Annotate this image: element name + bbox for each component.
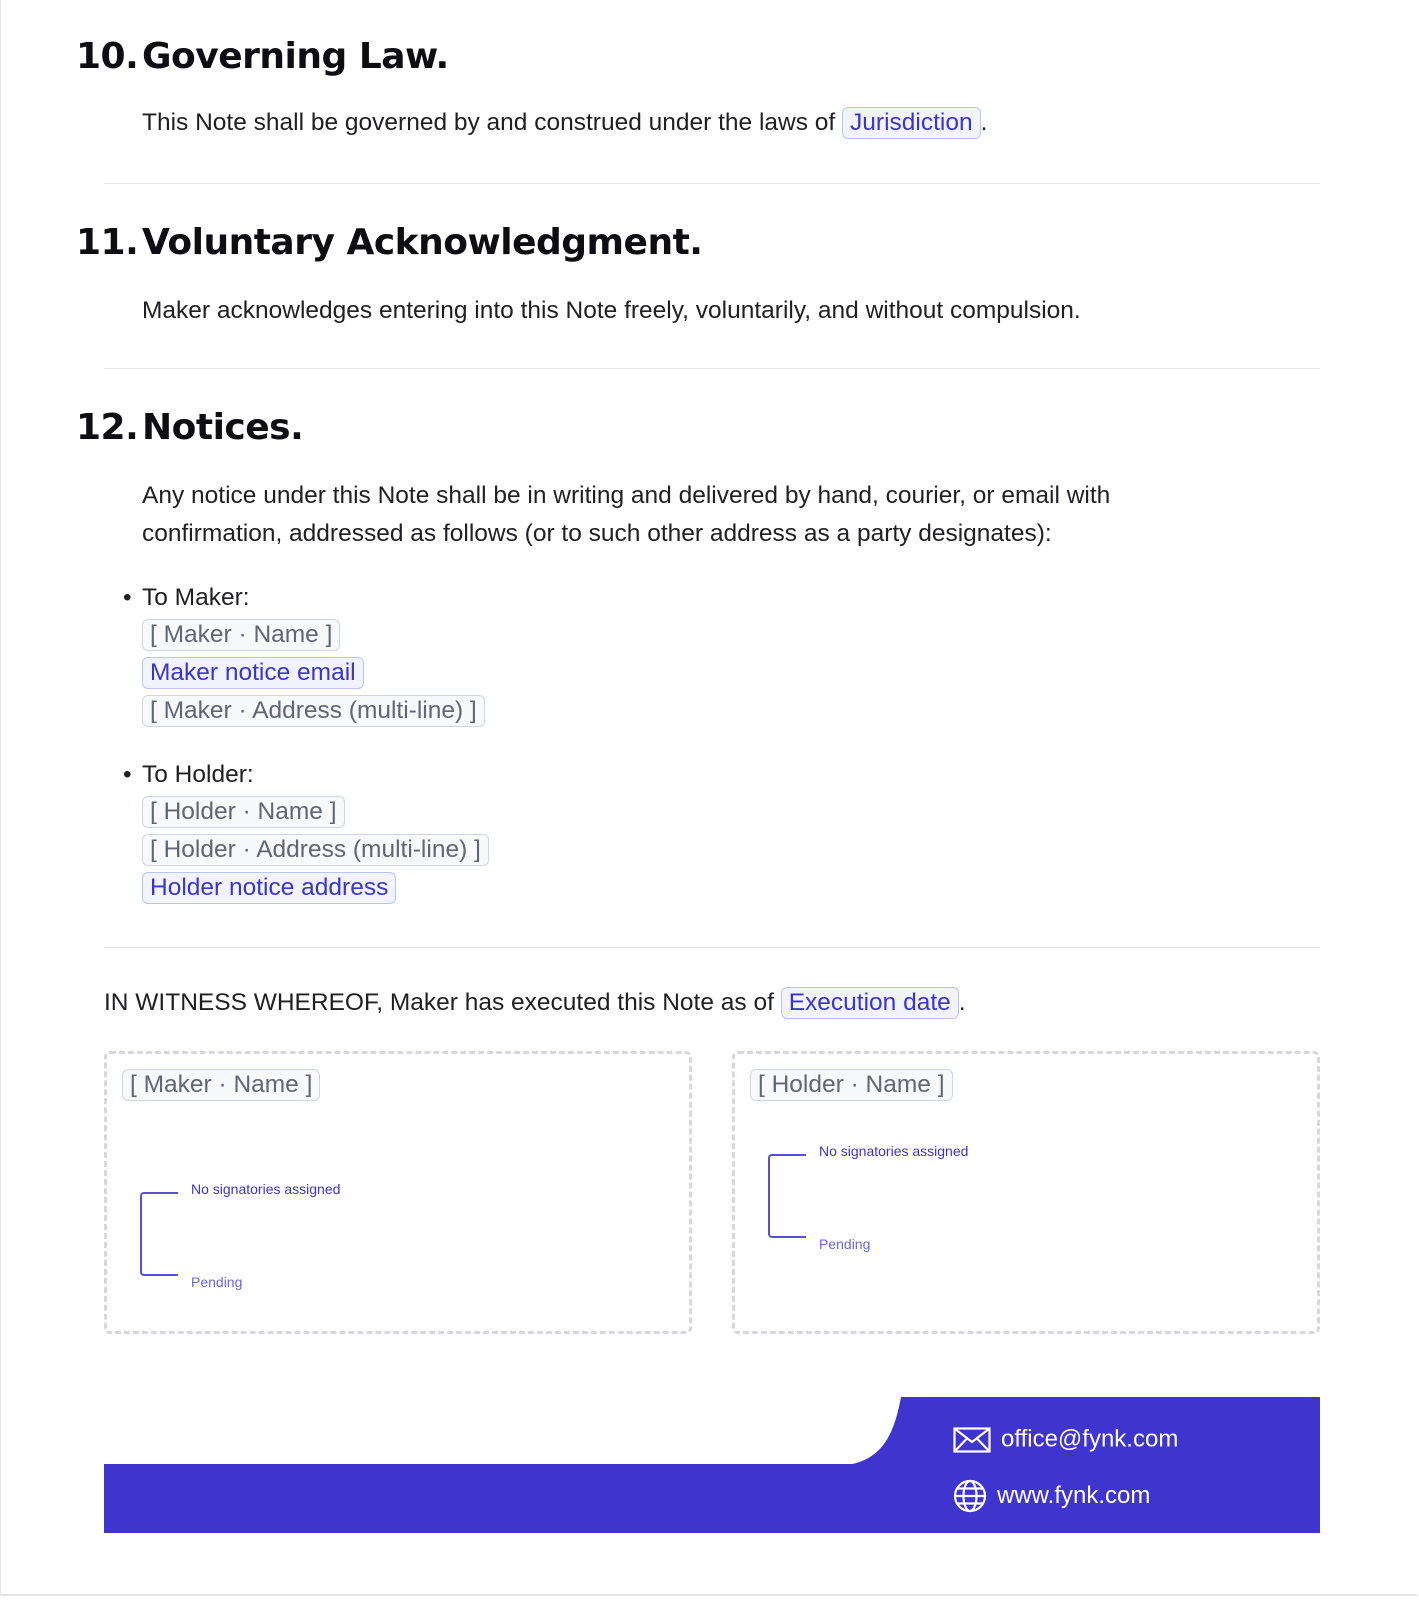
section-heading-voluntary-acknowledgment	[76, 222, 702, 263]
bullet-icon: •	[123, 761, 132, 788]
holder-address-reference[interactable]: [ Holder · Address (multi-line) ]	[142, 834, 489, 866]
holder-name-reference[interactable]: [ Holder · Name ]	[142, 796, 345, 828]
footer-email[interactable]	[953, 1425, 1178, 1454]
holder-notice-address-field[interactable]: Holder notice address	[142, 872, 396, 904]
maker-notice-email-field[interactable]: Maker notice email	[142, 657, 364, 689]
maker-name-reference[interactable]: [ Maker · Name ]	[142, 619, 340, 651]
section-number: 10.	[76, 36, 139, 77]
list-item-to-holder	[123, 758, 254, 792]
footer-website-text: www.fynk.com	[997, 1482, 1151, 1509]
footer-email-text: office@fynk.com	[1001, 1425, 1179, 1453]
signature-party-name: [ Maker · Name ]	[122, 1069, 320, 1101]
list-item-to-maker	[123, 581, 250, 615]
envelope-icon	[953, 1427, 991, 1453]
signatory-label: No signatories assigned	[191, 1181, 341, 1197]
maker-notice-details	[142, 619, 485, 733]
section-number: 12.	[76, 407, 139, 448]
execution-date-field[interactable]: Execution date	[781, 987, 959, 1019]
acknowledgment-paragraph: Maker acknowledges entering into this Note freely, voluntarily, and without compulsion.	[142, 297, 1081, 324]
section-divider	[104, 368, 1320, 369]
section-number: 11.	[76, 222, 139, 263]
section-divider	[104, 947, 1320, 948]
signature-status: Pending	[819, 1236, 871, 1252]
footer-website[interactable]	[953, 1479, 1150, 1513]
paragraph-text: This Note shall be governed by and construed under the laws of	[142, 109, 843, 136]
notices-paragraph-line-2: confirmation, addressed as follows (or to such other address as a party designates):	[142, 520, 1052, 547]
section-heading-governing-law	[76, 36, 449, 77]
maker-address-reference[interactable]: [ Maker · Address (multi-line) ]	[142, 695, 485, 727]
signature-bracket-icon	[140, 1192, 178, 1276]
section-divider	[104, 183, 1320, 184]
globe-icon	[953, 1479, 987, 1513]
signature-bracket-icon	[768, 1154, 806, 1238]
signatory-label: No signatories assigned	[819, 1143, 969, 1159]
list-item-label: To Holder:	[142, 761, 254, 788]
section-title: Notices.	[142, 407, 304, 448]
maker-signature-box[interactable]	[104, 1051, 692, 1334]
paragraph-text: .	[980, 109, 988, 136]
governing-law-paragraph	[142, 104, 987, 142]
signature-status: Pending	[191, 1274, 243, 1290]
jurisdiction-field[interactable]: Jurisdiction	[842, 107, 981, 139]
paragraph-text: .	[958, 989, 966, 1016]
signature-party-name: [ Holder · Name ]	[750, 1069, 953, 1101]
witness-paragraph	[104, 984, 966, 1022]
holder-signature-box[interactable]	[732, 1051, 1320, 1334]
section-heading-notices	[76, 407, 303, 448]
list-item-label: To Maker:	[142, 584, 250, 611]
paragraph-text: IN WITNESS WHEREOF, Maker has executed this Note as of	[104, 989, 781, 1016]
section-title: Voluntary Acknowledgment.	[142, 222, 703, 263]
holder-notice-details	[142, 796, 489, 910]
section-title: Governing Law.	[142, 36, 449, 77]
notices-paragraph-line-1: Any notice under this Note shall be in writing and delivered by hand, courier, or email with	[142, 482, 1111, 509]
bullet-icon: •	[123, 584, 132, 611]
